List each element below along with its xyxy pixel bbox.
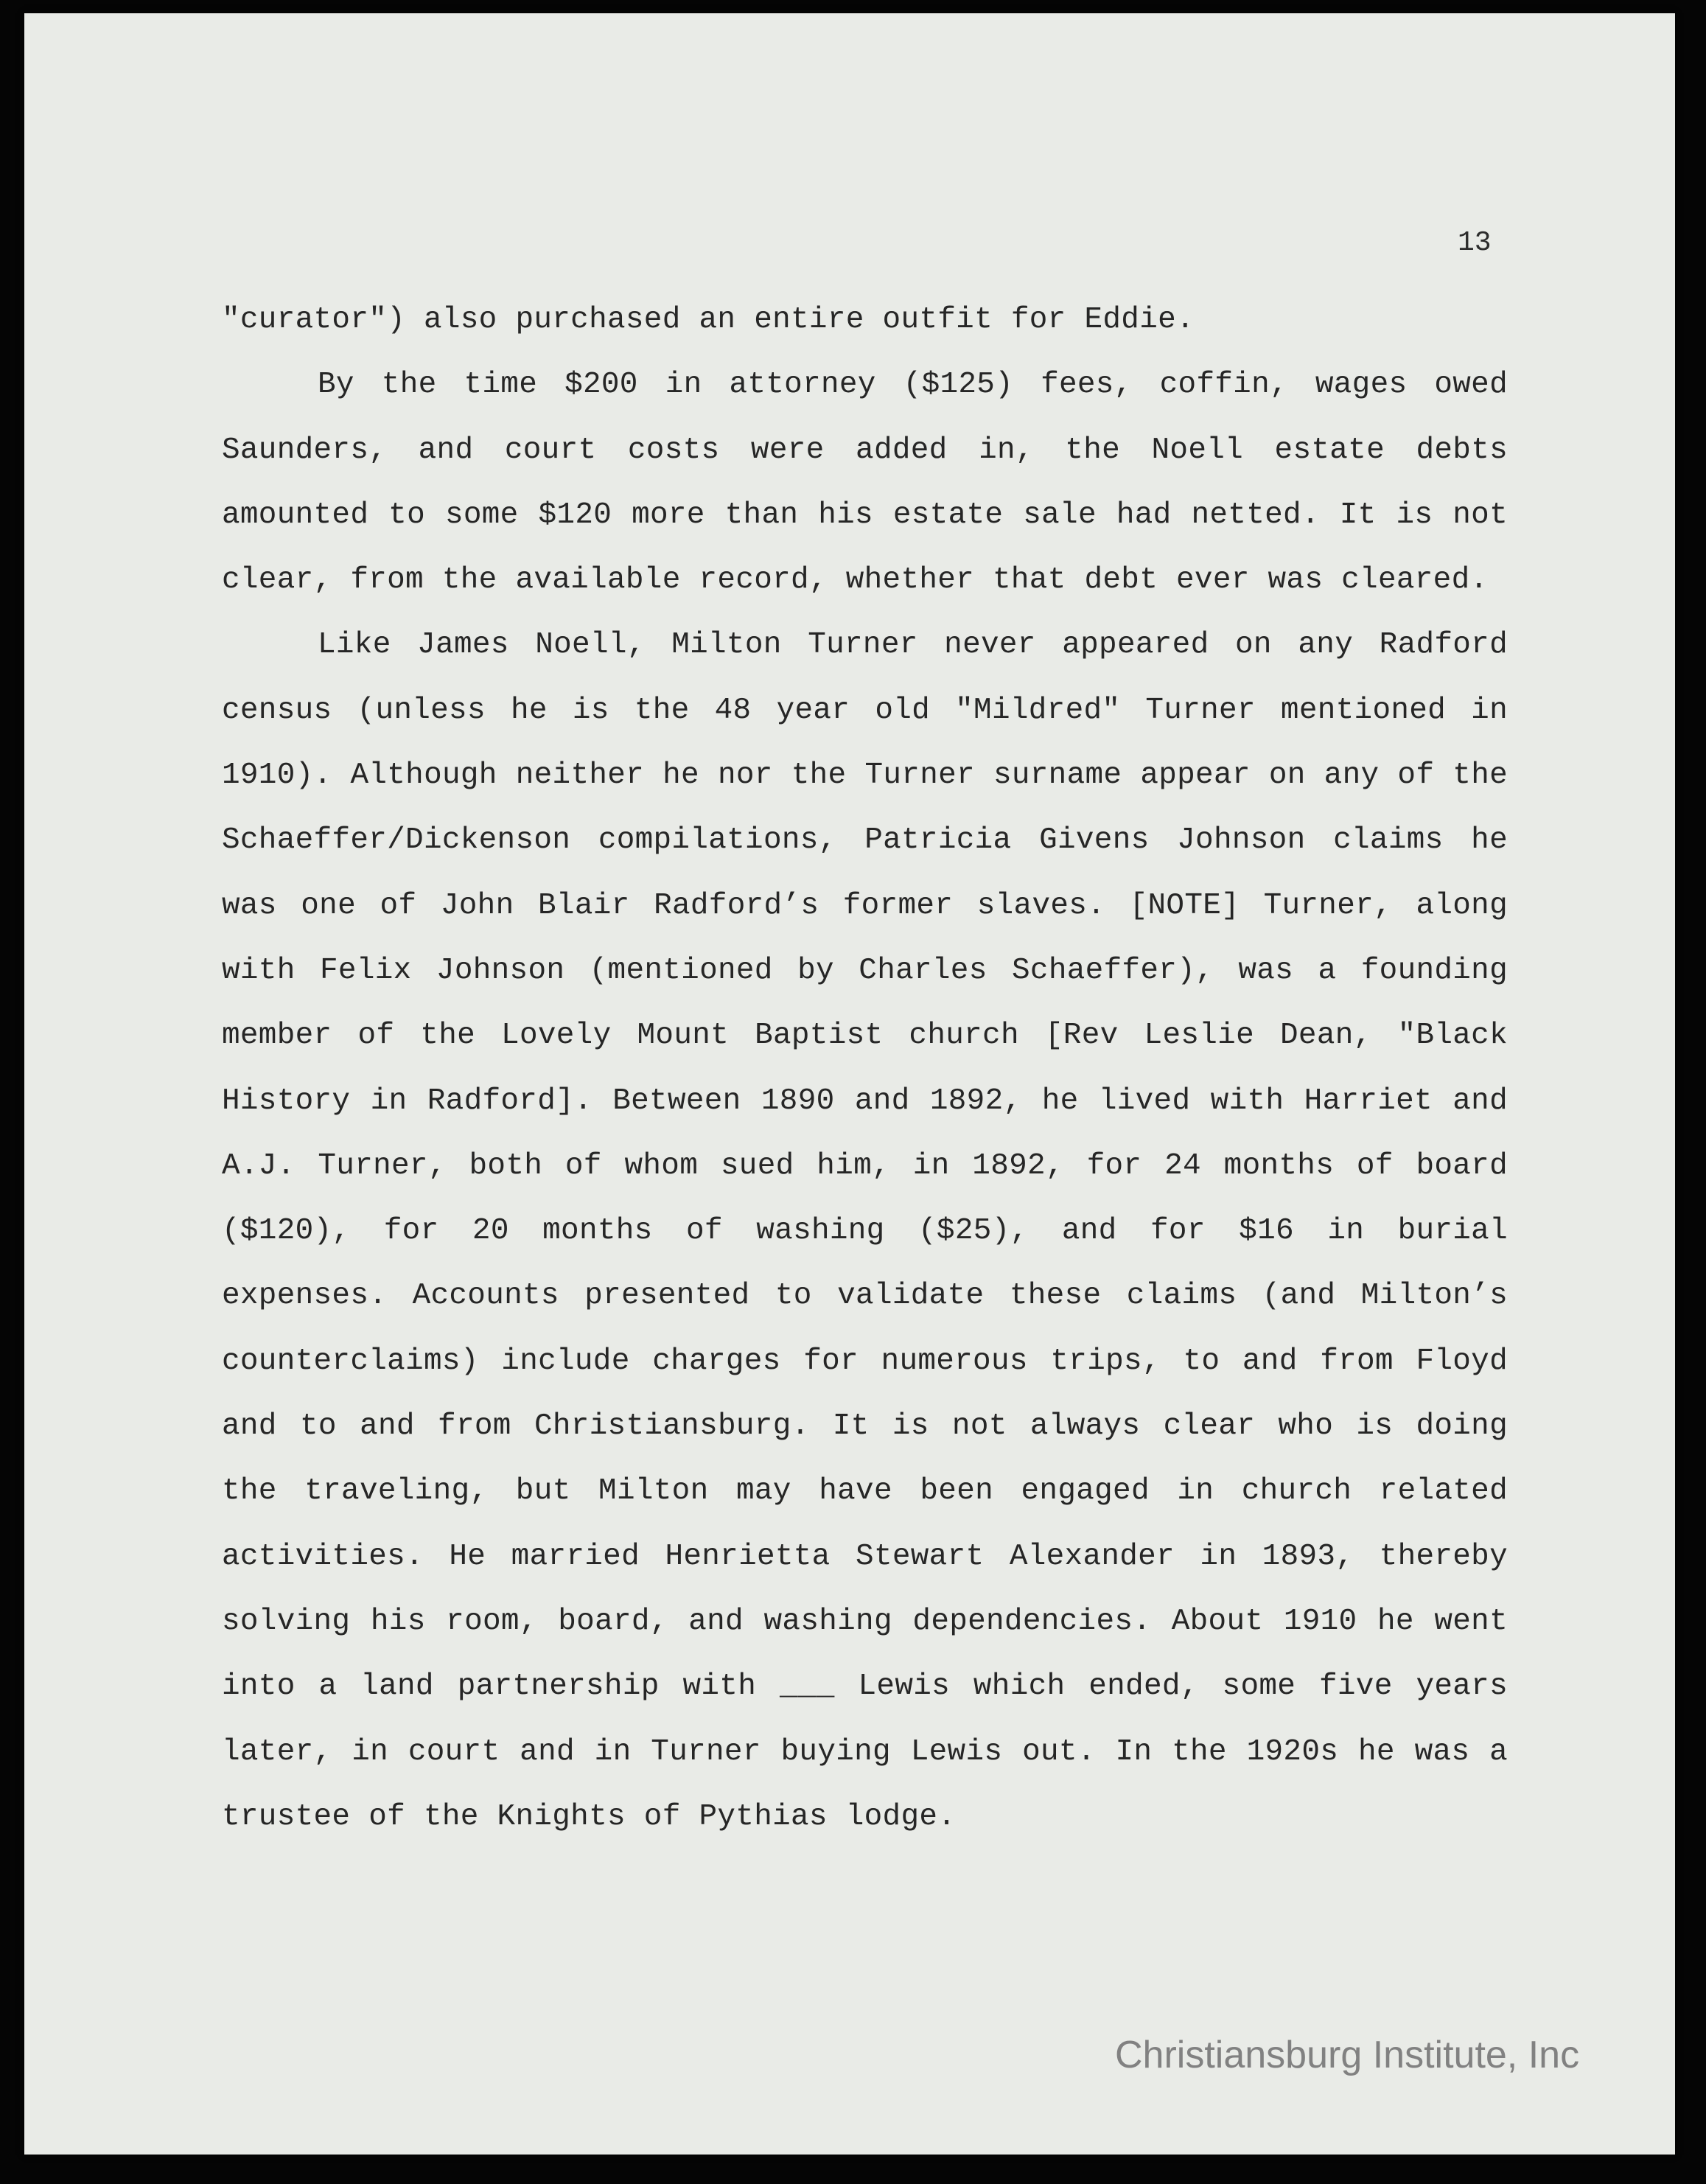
paragraph-continuation: "curator") also purchased an entire outfit for Eddie. <box>222 303 1195 337</box>
page-number: 13 <box>1458 227 1492 259</box>
paragraph-milton-turner: Like James Noell, Milton Turner never appeared on any Radford census (unless he is the 48 year old "Mildred" Turner mentioned in 1910). Although neither he nor the Turner surname appear on any of the Schaeffer/Dickenson compilations, Patricia Givens Johnson claims he was one of John Blair Radford’s former slaves. [NOTE] Turner, along with Felix Johnson (mentioned by Charles Schaeffer), was a founding member of the Lovely Mount Baptist church [Rev Leslie Dean, "Black History in Radford]. Between 1890 and 1892, he lived with Harriet and A.J. Turner, both of whom sued him, in 1892, for 24 months of board ($120), for 20 months of washing ($25), and for $16 in burial expenses. Accounts presented to validate these claims (and Milton’s counterclaims) include charges for numerous trips, to and from Floyd and to and from Christiansburg. It is not always clear who is doing the traveling, but Milton may have been engaged in church related activities. He married Henrietta Stewart Alexander in 1893, thereby solving his room, board, and washing dependencies. About 1910 he went into a land partnership with ___ Lewis which ended, some five years later, in court and in Turner buying Lewis out. In the 1920s he was a trustee of the Knights of Pythias lodge. <box>222 628 1508 1834</box>
body-text <box>222 287 1508 1849</box>
document-page <box>24 13 1675 2155</box>
watermark-text: Christiansburg Institute, Inc <box>1115 2034 1580 2076</box>
paragraph-noell-estate: By the time $200 in attorney ($125) fees, coffin, wages owed Saunders, and court costs were added in, the Noell estate debts amounted to some $120 more than his estate sale had netted. It is not clear, from the available record, whether that debt ever was cleared. <box>222 368 1508 598</box>
